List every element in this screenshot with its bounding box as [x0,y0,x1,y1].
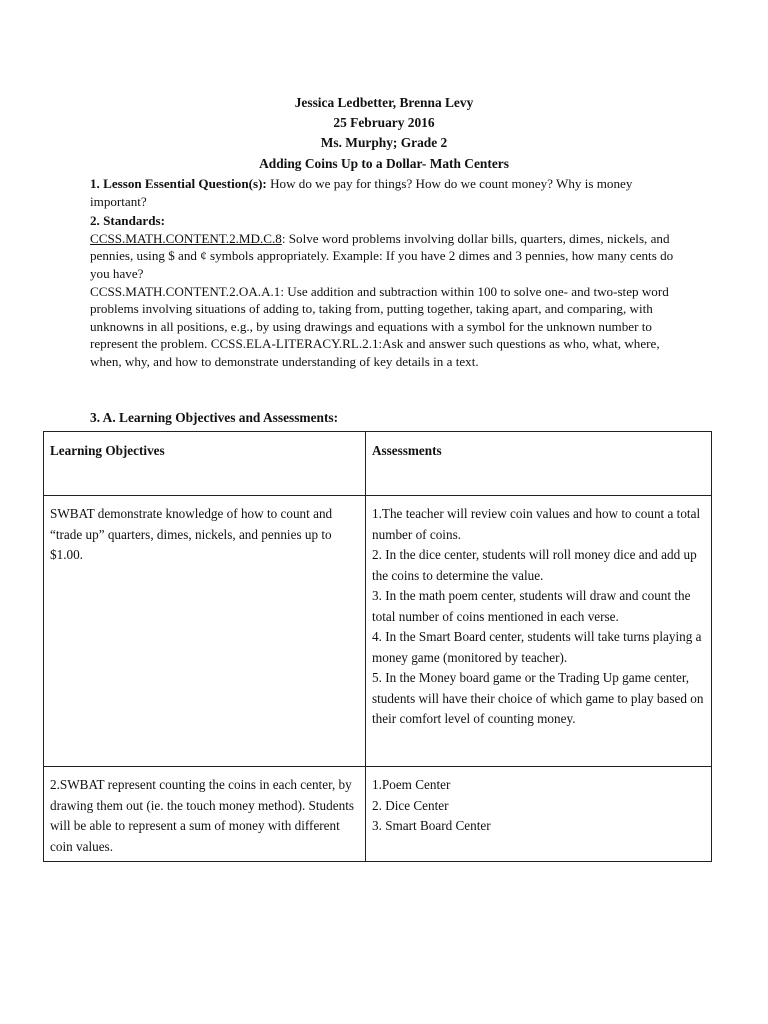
document-header [0,93,768,174]
objective-cell: SWBAT demonstrate knowledge of how to count and “trade up” quarters, dimes, nickels, and pennies up to $1.00. [44,496,366,767]
authors: Jessica Ledbetter, Brenna Levy [294,95,474,110]
assessments-cell [366,496,712,767]
standard-oa-a-1: CCSS.MATH.CONTENT.2.OA.A.1: Use addition and subtraction within 100 to solve one- and two-step word problems involving situations of adding to, taking from, putting together, taking apart, and comparing, with unknowns in all positions, e.g., by using drawings and equations with a symbol for the unknown number to represent the problem. CCSS.ELA-LITERACY.RL.2.1:Ask and answer such questions as who, what, where, when, why, and how to demonstrate understanding of key details in a text. [90,283,669,369]
standard-md-c-8-link[interactable]: CCSS.MATH.CONTENT.2.MD.C.8 [90,230,282,246]
assessment-item: 1.Poem Center [372,777,451,792]
standards-label: 2. Standards: [90,213,165,229]
assessment-item: 1.The teacher will review coin values and how to count a total number of coins. [372,506,701,542]
assessment-item: 3. In the math poem center, students will draw and count the total number of coins mentioned in each verse. [372,588,691,624]
assessments-cell [366,767,712,862]
essential-question-label: 1. Lesson Essential Question(s): [90,176,267,191]
lesson-body [90,175,690,371]
table-row [44,767,712,862]
section-3-heading: 3. A. Learning Objectives and Assessments: [90,410,339,425]
teacher-grade: Ms. Murphy; Grade 2 [320,135,448,151]
essential-question [90,175,690,210]
column-header-assessments: Assessments [366,432,712,496]
assessment-item: 4. In the Smart Board center, students will take turns playing a money game (monitored by teacher). [372,629,702,665]
standard-md-c-8-text: : Solve word problems involving dollar bills, quarters, dimes, nickels, and pennies, using $ and ¢ symbols appropriately. Example: If you have 2 dimes and 3 pennies, how many cents do you have? [90,230,674,281]
assessment-item: 5. In the Money board game or the Trading Up game center, students will have their choice of which game to play based on their comfort level of counting money. [372,670,704,726]
table-row [44,496,712,767]
assessment-item: 2. In the dice center, students will roll money dice and add up the coins to determine the value. [372,547,697,583]
objective-cell: 2.SWBAT represent counting the coins in each center, by drawing them out (ie. the touch money method). Students will be able to represent a sum of money with different coin values. [44,767,366,862]
objectives-assessments-table [43,431,712,862]
column-header-objectives: Learning Objectives [44,432,366,496]
date: 25 February 2016 [333,115,435,131]
lesson-title: Adding Coins Up to a Dollar- Math Centers [259,155,509,171]
assessment-item: 2. Dice Center [372,797,449,813]
assessment-item: 3. Smart Board Center [372,818,491,833]
standard-md-c-8 [90,230,690,283]
table-header-row [44,432,712,496]
essential-question-text: How do we pay for things? How do we count money? Why is money important? [90,176,633,209]
